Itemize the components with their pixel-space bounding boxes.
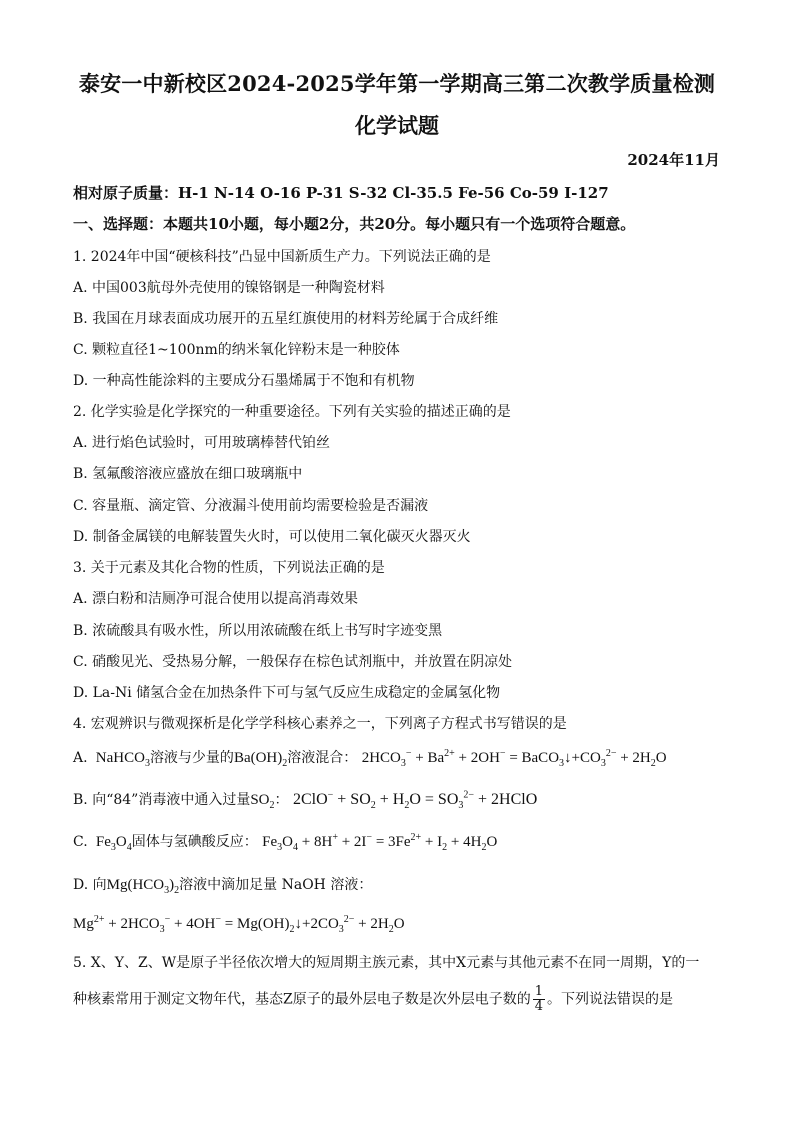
q5-fraction <box>533 985 545 1014</box>
q1-option-d: D. 一种高性能涂料的主要成分石墨烯属于不饱和有机物 <box>73 373 415 389</box>
q1-stem: 1. 2024年中国“硬核科技”凸显中国新质生产力。下列说法正确的是 <box>73 249 491 265</box>
q4-option-a: A. NaHCO$_3$溶液与少量的$Ba(OH)_2$溶液混合： $2HCO_3^- + Ba^{2+} + 2OH^-$ = $BaCO_3↓+CO_3^{2-} + 2H_2O$ <box>73 748 667 769</box>
q4-option-b: B. 向“84”消毒液中通入过量$SO_2$： $2ClO^- + SO_2 + H_2O = SO_3^{2-}$ + 2HClO <box>73 789 538 812</box>
q3-option-b: B. 浓硫酸具有吸水性，所以用浓硫酸在纸上书写时字迹变黑 <box>73 623 443 639</box>
q4-option-d-mid: 溶液中滴加足量 NaOH 溶液： <box>179 877 373 893</box>
q5-fraction-num: 1 <box>534 984 544 999</box>
q4-option-a-mid2: 溶液混合： <box>287 750 358 766</box>
exam-date: 2024年11月 <box>627 151 720 169</box>
q1-option-b: B. 我国在月球表面成功展开的五星红旗使用的材料芳纶属于合成纤维 <box>73 311 499 327</box>
q3-option-a: A. 漂白粉和洁厕净可混合使用以提高消毒效果 <box>73 591 359 607</box>
exam-title: 泰安一中新校区2024-2025学年第一学期高三第二次教学质量检测 <box>78 71 716 96</box>
q1-option-c: C. 颗粒直径1~100nm的纳米氧化锌粉末是一种胶体 <box>73 342 400 358</box>
section-heading: 一、选择题：本题共10小题，每小题2分，共20分。每小题只有一个选项符合题意。 <box>73 215 636 233</box>
q3-stem: 3. 关于元素及其化合物的性质，下列说法正确的是 <box>73 560 385 576</box>
q1-option-a: A. 中国003航母外壳使用的镍铬钢是一种陶瓷材料 <box>73 280 385 296</box>
q2-option-b: B. 氢氟酸溶液应盛放在细口玻璃瓶中 <box>73 466 303 482</box>
q5-fraction-den: 4 <box>534 999 544 1014</box>
atomic-masses: 相对原子质量：H-1 N-14 O-16 P-31 S-32 Cl-35.5 Fe-56 Co-59 I-127 <box>73 184 609 202</box>
q2-option-d: D. 制备金属镁的电解装置失火时，可以使用二氧化碳灭火器灭火 <box>73 529 471 545</box>
q4-stem: 4. 宏观辨识与微观探析是化学学科核心素养之一，下列离子方程式书写错误的是 <box>73 716 567 732</box>
q4-option-c-mid: 固体与氢碘酸反应： <box>131 834 258 850</box>
q4-option-a-mid: 溶液与少量的 <box>149 750 234 766</box>
q5-stem-line2-pre: 种核素常用于测定文物年代，基态Z原子的最外层电子数是次外层电子数的 <box>73 991 531 1008</box>
q2-option-a: A. 进行焰色试验时，可用玻璃棒替代铂丝 <box>73 435 331 451</box>
exam-subtitle: 化学试题 <box>355 113 439 138</box>
q2-option-c: C. 容量瓶、滴定管、分液漏斗使用前均需要检验是否漏液 <box>73 498 429 514</box>
q4-option-a-label: A. <box>73 750 88 766</box>
q5-stem-line1: 5. X、Y、Z、W是原子半径依次增大的短周期主族元素，其中X元素与其他元素不在同一周期，Y的一 <box>73 955 700 971</box>
q4-option-c: C. $Fe_3O_4$固体与氢碘酸反应： $Fe_3O_4 + 8H^+ + 2I^- = 3Fe^{2+} + I_2 + 4H_2O$ <box>73 832 498 853</box>
q5-stem-line2-post: 。下列说法错误的是 <box>547 991 674 1008</box>
q4-option-b-label: B. 向“84”消毒液中通入过量 <box>73 792 251 808</box>
q4-option-d-equation: $Mg^{2+} + 2HCO_3^- + 4OH^-$ = $Mg(OH)_2↓+2CO_3^{2-} + 2H_2O$ <box>73 914 405 935</box>
q3-option-c: C. 硝酸见光、受热易分解，一般保存在棕色试剂瓶中，并放置在阴凉处 <box>73 654 513 670</box>
q4-option-d-label: D. 向 <box>73 877 107 893</box>
q4-option-c-label: C. <box>73 834 88 850</box>
q4-option-d: D. 向$Mg(HCO_3)_2$溶液中滴加足量 NaOH 溶液： <box>73 877 373 896</box>
q5-stem-line2 <box>73 985 673 1014</box>
q3-option-d: D. La-Ni 储氢合金在加热条件下可与氢气反应生成稳定的金属氢化物 <box>73 685 501 701</box>
q2-stem: 2. 化学实验是化学探究的一种重要途径。下列有关实验的描述正确的是 <box>73 404 511 420</box>
